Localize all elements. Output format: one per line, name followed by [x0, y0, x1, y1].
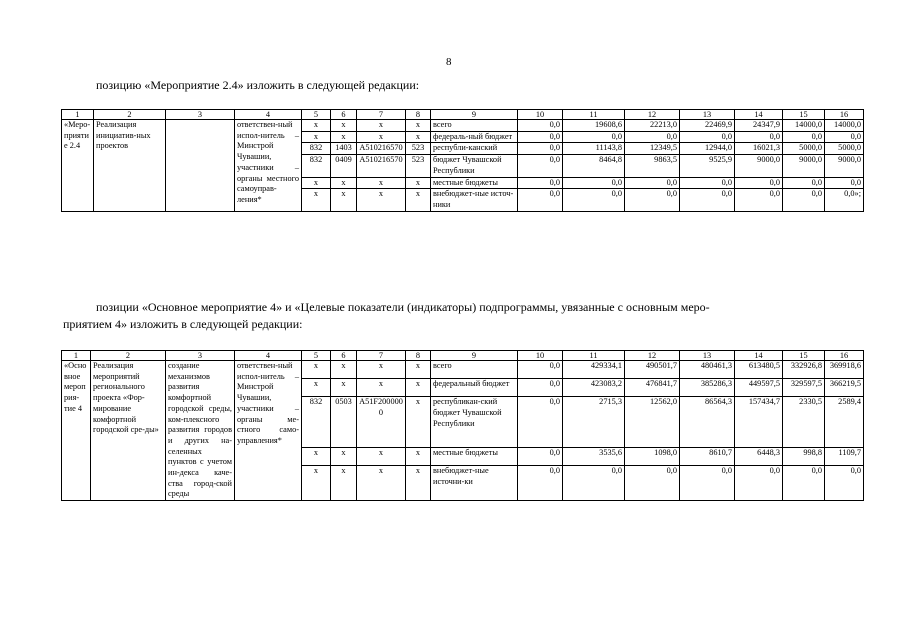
- table-2-body: [62, 351, 864, 501]
- cell-amount-c14: 0,0: [735, 466, 783, 501]
- cell-amount-c14: 6448,3: [735, 448, 783, 466]
- header-cell: 2: [91, 351, 166, 361]
- cell-amount-c11: 0,0: [563, 131, 625, 143]
- cell-amount-c11: 2715,3: [563, 397, 625, 448]
- cell-amount-c10: 0,0: [518, 189, 563, 211]
- responsible-executor: ответствен-ный испол-нитель – Минстрой Чувашии, участники – органы местного самоуправ-ления*: [235, 120, 302, 212]
- cell-section: x: [331, 131, 357, 143]
- cell-target-article: A51F2000000: [357, 397, 406, 448]
- cell-expense-type: x: [406, 177, 431, 189]
- cell-section: x: [331, 177, 357, 189]
- cell-amount-c16: 369918,6: [825, 361, 864, 379]
- cell-amount-c13: 0,0: [680, 189, 735, 211]
- cell-amount-c13: 0,0: [680, 466, 735, 501]
- header-row: [62, 351, 864, 361]
- cell-amount-c12: 0,0: [625, 466, 680, 501]
- cell-amount-c16: 0,0: [825, 177, 864, 189]
- header-cell: 6: [331, 351, 357, 361]
- header-cell: 13: [680, 351, 735, 361]
- cell-amount-c12: 490501,7: [625, 361, 680, 379]
- cell-amount-c15: 14000,0: [783, 120, 825, 132]
- header-row: [62, 110, 864, 120]
- cell-expense-type: x: [406, 189, 431, 211]
- cell-amount-c15: 0,0: [783, 131, 825, 143]
- measure-description: Реализация инициатив-ных проектов: [94, 120, 166, 212]
- cell-target-article: x: [357, 131, 406, 143]
- cell-amount-c13: 385286,3: [680, 379, 735, 397]
- header-cell: 1: [62, 110, 94, 120]
- cell-amount-c13: 9525,9: [680, 155, 735, 177]
- page-number: 8: [446, 56, 452, 68]
- cell-funding-source: местные бюджеты: [431, 448, 518, 466]
- header-cell: 6: [331, 110, 357, 120]
- cell-section: x: [331, 448, 357, 466]
- cell-amount-c16: 0,0»;: [825, 189, 864, 211]
- cell-expense-type: x: [406, 397, 431, 448]
- cell-amount-c10: 0,0: [518, 361, 563, 379]
- cell-amount-c13: 0,0: [680, 177, 735, 189]
- header-cell: 11: [563, 351, 625, 361]
- cell-target-article: x: [357, 189, 406, 211]
- measure-description: Реализация мероприятий регионального проекта «Фор-мирование комфортной городской сре-ды»: [91, 361, 166, 501]
- cell-section: 1403: [331, 143, 357, 155]
- cell-amount-c11: 423083,2: [563, 379, 625, 397]
- cell-funding-source: республи-канский: [431, 143, 518, 155]
- cell-funding-source: бюджет Чувашской Республики: [431, 155, 518, 177]
- cell-grbs: x: [302, 361, 331, 379]
- cell-amount-c16: 0,0: [825, 466, 864, 501]
- header-cell: 16: [825, 351, 864, 361]
- cell-grbs: x: [302, 466, 331, 501]
- cell-expense-type: x: [406, 120, 431, 132]
- header-cell: 4: [235, 351, 302, 361]
- intro-paragraph-2-line-2: приятием 4» изложить в следующей редакции:: [63, 317, 303, 331]
- cell-funding-source: внебюджет-ные источни-ки: [431, 466, 518, 501]
- header-cell: 14: [735, 351, 783, 361]
- cell-expense-type: x: [406, 466, 431, 501]
- cell-target-article: x: [357, 361, 406, 379]
- cell-amount-c12: 0,0: [625, 131, 680, 143]
- cell-amount-c11: 0,0: [563, 177, 625, 189]
- cell-amount-c13: 22469,9: [680, 120, 735, 132]
- cell-target-article: x: [357, 379, 406, 397]
- header-cell: 3: [166, 351, 235, 361]
- header-cell: 9: [431, 351, 518, 361]
- measure-goal: [166, 120, 235, 212]
- header-cell: 10: [518, 110, 563, 120]
- cell-expense-type: x: [406, 448, 431, 466]
- cell-amount-c15: 0,0: [783, 466, 825, 501]
- cell-amount-c12: 12349,5: [625, 143, 680, 155]
- cell-amount-c13: 480461,3: [680, 361, 735, 379]
- cell-expense-type: x: [406, 361, 431, 379]
- cell-section: 0409: [331, 155, 357, 177]
- cell-grbs: x: [302, 131, 331, 143]
- cell-amount-c12: 1098,0: [625, 448, 680, 466]
- cell-amount-c12: 12562,0: [625, 397, 680, 448]
- cell-amount-c16: 1109,7: [825, 448, 864, 466]
- header-cell: 14: [735, 110, 783, 120]
- cell-amount-c10: 0,0: [518, 397, 563, 448]
- cell-expense-type: x: [406, 131, 431, 143]
- cell-amount-c12: 476841,7: [625, 379, 680, 397]
- cell-funding-source: всего: [431, 361, 518, 379]
- cell-amount-c10: 0,0: [518, 131, 563, 143]
- header-cell: 8: [406, 110, 431, 120]
- cell-amount-c13: 86564,3: [680, 397, 735, 448]
- cell-amount-c16: 0,0: [825, 131, 864, 143]
- measure-name: «Основное мероприя-тие 4: [62, 361, 91, 501]
- cell-amount-c10: 0,0: [518, 466, 563, 501]
- cell-grbs: x: [302, 379, 331, 397]
- cell-amount-c15: 9000,0: [783, 155, 825, 177]
- measure-name: «Меро-приятие 2.4: [62, 120, 94, 212]
- cell-amount-c15: 329597,5: [783, 379, 825, 397]
- measure-goal: создание механизмов развития комфортной городской среды, ком-плексного развития городов и других на-селенных пунктов с учетом ин-декса каче-ства город-ской среды: [166, 361, 235, 501]
- header-cell: 9: [431, 110, 518, 120]
- cell-amount-c10: 0,0: [518, 120, 563, 132]
- header-cell: 8: [406, 351, 431, 361]
- cell-amount-c11: 19608,6: [563, 120, 625, 132]
- cell-funding-source: федеральный бюджет: [431, 379, 518, 397]
- cell-amount-c10: 0,0: [518, 177, 563, 189]
- cell-amount-c10: 0,0: [518, 448, 563, 466]
- cell-amount-c12: 9863,5: [625, 155, 680, 177]
- header-cell: 5: [302, 351, 331, 361]
- cell-section: x: [331, 189, 357, 211]
- cell-amount-c10: 0,0: [518, 143, 563, 155]
- cell-amount-c11: 8464,8: [563, 155, 625, 177]
- cell-section: x: [331, 379, 357, 397]
- cell-amount-c14: 16021,3: [735, 143, 783, 155]
- cell-expense-type: 523: [406, 155, 431, 177]
- header-cell: 11: [563, 110, 625, 120]
- cell-amount-c15: 998,8: [783, 448, 825, 466]
- header-cell: 13: [680, 110, 735, 120]
- cell-amount-c14: 157434,7: [735, 397, 783, 448]
- cell-amount-c15: 0,0: [783, 189, 825, 211]
- cell-grbs: 832: [302, 143, 331, 155]
- cell-amount-c13: 8610,7: [680, 448, 735, 466]
- cell-expense-type: 523: [406, 143, 431, 155]
- table-measure-2-4: [61, 109, 864, 212]
- table-main-measure-4: [61, 350, 864, 501]
- cell-amount-c10: 0,0: [518, 155, 563, 177]
- cell-amount-c14: 24347,9: [735, 120, 783, 132]
- cell-section: 0503: [331, 397, 357, 448]
- cell-funding-source: республикан-ский бюджет Чувашской Республики: [431, 397, 518, 448]
- cell-grbs: x: [302, 177, 331, 189]
- cell-target-article: x: [357, 120, 406, 132]
- header-cell: 4: [235, 110, 302, 120]
- cell-amount-c16: 2589,4: [825, 397, 864, 448]
- cell-amount-c12: 0,0: [625, 177, 680, 189]
- cell-target-article: A510216570: [357, 143, 406, 155]
- cell-grbs: x: [302, 120, 331, 132]
- header-cell: 7: [357, 351, 406, 361]
- cell-amount-c15: 332926,8: [783, 361, 825, 379]
- responsible-executor: ответствен-ный испол-нитель – Минстрой Чувашии, участники – органы ме-стного само-управления*: [235, 361, 302, 501]
- cell-funding-source: всего: [431, 120, 518, 132]
- cell-amount-c11: 0,0: [563, 466, 625, 501]
- cell-grbs: 832: [302, 155, 331, 177]
- header-cell: 12: [625, 110, 680, 120]
- cell-amount-c14: 613480,5: [735, 361, 783, 379]
- cell-amount-c14: 0,0: [735, 131, 783, 143]
- table-row: [62, 120, 864, 132]
- header-cell: 2: [94, 110, 166, 120]
- cell-amount-c16: 5000,0: [825, 143, 864, 155]
- cell-amount-c16: 366219,5: [825, 379, 864, 397]
- cell-amount-c11: 429334,1: [563, 361, 625, 379]
- intro-paragraph-2-line-1: позиции «Основное мероприятие 4» и «Целевые показатели (индикаторы) подпрограммы, увязанные с основным меро-: [96, 300, 710, 314]
- table-1-body: [62, 110, 864, 212]
- cell-funding-source: местные бюджеты: [431, 177, 518, 189]
- header-cell: 5: [302, 110, 331, 120]
- table-row: [62, 361, 864, 379]
- header-cell: 1: [62, 351, 91, 361]
- cell-target-article: x: [357, 448, 406, 466]
- intro-paragraph-1: позицию «Мероприятие 2.4» изложить в следующей редакции:: [96, 78, 420, 92]
- header-cell: 7: [357, 110, 406, 120]
- cell-amount-c11: 0,0: [563, 189, 625, 211]
- cell-amount-c14: 0,0: [735, 189, 783, 211]
- header-cell: 12: [625, 351, 680, 361]
- header-cell: 15: [783, 110, 825, 120]
- cell-target-article: A510216570: [357, 155, 406, 177]
- cell-grbs: 832: [302, 397, 331, 448]
- cell-amount-c14: 9000,0: [735, 155, 783, 177]
- cell-amount-c16: 9000,0: [825, 155, 864, 177]
- cell-funding-source: внебюджет-ные источ-ники: [431, 189, 518, 211]
- header-cell: 3: [166, 110, 235, 120]
- cell-funding-source: федераль-ный бюджет: [431, 131, 518, 143]
- cell-amount-c11: 11143,8: [563, 143, 625, 155]
- header-cell: 10: [518, 351, 563, 361]
- cell-expense-type: x: [406, 379, 431, 397]
- cell-target-article: x: [357, 177, 406, 189]
- header-cell: 16: [825, 110, 864, 120]
- cell-amount-c16: 14000,0: [825, 120, 864, 132]
- cell-section: x: [331, 361, 357, 379]
- cell-grbs: x: [302, 189, 331, 211]
- cell-amount-c11: 3535,6: [563, 448, 625, 466]
- cell-amount-c15: 0,0: [783, 177, 825, 189]
- cell-amount-c15: 2330,5: [783, 397, 825, 448]
- cell-amount-c13: 12944,0: [680, 143, 735, 155]
- cell-grbs: x: [302, 448, 331, 466]
- header-cell: 15: [783, 351, 825, 361]
- cell-amount-c12: 0,0: [625, 189, 680, 211]
- cell-amount-c10: 0,0: [518, 379, 563, 397]
- cell-amount-c13: 0,0: [680, 131, 735, 143]
- cell-amount-c14: 0,0: [735, 177, 783, 189]
- cell-target-article: x: [357, 466, 406, 501]
- cell-section: x: [331, 466, 357, 501]
- cell-amount-c15: 5000,0: [783, 143, 825, 155]
- cell-amount-c12: 22213,0: [625, 120, 680, 132]
- cell-section: x: [331, 120, 357, 132]
- cell-amount-c14: 449597,5: [735, 379, 783, 397]
